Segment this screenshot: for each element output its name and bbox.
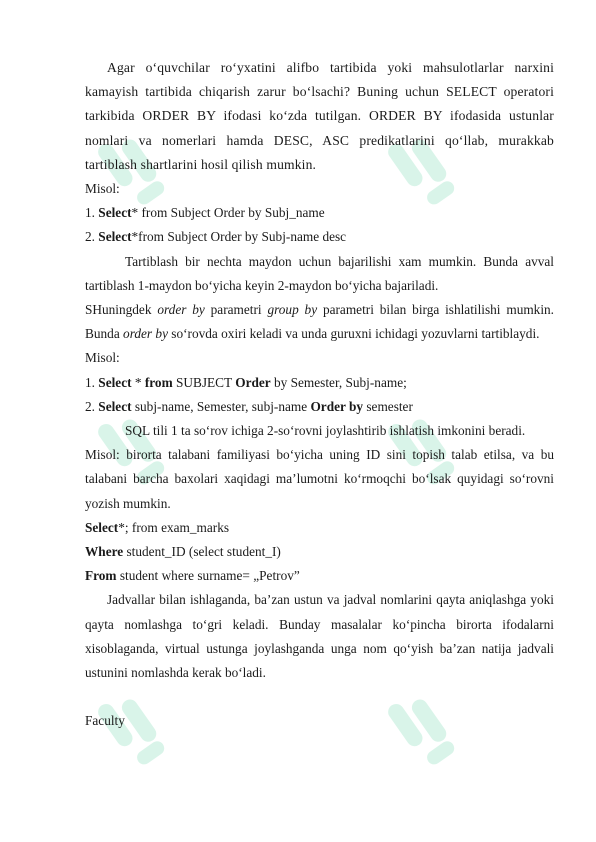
sql-text: student where surname= „Petrov” <box>116 568 300 584</box>
italic-term: order by <box>123 326 168 342</box>
sql-text: student_ID (select student_I) <box>123 544 281 560</box>
example-line-4 <box>85 395 554 419</box>
paragraph-subquery: SQL tili 1 ta so‘rov ichiga 2-so‘rovni joylashtirib ishlatish imkonini beradi. <box>125 423 526 439</box>
example-line-2 <box>85 225 554 249</box>
paragraph-aliases: Jadvallar bilan ishlaganda, ba’zan ustun va jadval nomlarini qayta aniqlashga yoki qayta nomlashga to‘gri keladi. Bunday masalalar ko‘pincha birorta ifodalarni xisoblaganda, virtual ustunga joylashganda unga nom qo‘yish ba’zan natija jadvali ustunini nomlashda kerak bo‘ladi. <box>85 592 554 681</box>
list-number: 2. <box>85 398 99 414</box>
document-body <box>85 56 554 733</box>
list-number: 2. <box>85 229 99 245</box>
sql-text: *; from exam_marks <box>118 519 230 535</box>
example-line-3 <box>85 371 554 395</box>
sql-keyword: Select <box>98 229 132 245</box>
paragraph-subquery-example: Misol: birorta talabani familiyasi bo‘yicha uning ID sini topish talab etilsa, va bu talabani barcha baxolari xaqidagi ma’lumotni ko‘rmoqchi bo‘lsak quyidagi so‘rovni yozish mumkin. <box>85 447 554 511</box>
sql-text: by Semester, Subj-name; <box>270 374 407 390</box>
sql-text: * <box>131 374 145 390</box>
sql-keyword: Select <box>98 205 132 221</box>
query-line-3 <box>85 564 554 588</box>
sql-text: *from Subject Order by Subj-name desc <box>131 229 347 245</box>
sql-keyword: Where <box>85 544 124 560</box>
sql-keyword: Select <box>98 374 132 390</box>
list-number: 1. <box>85 374 99 390</box>
sql-text: subj-name, Semester, subj-name <box>131 398 311 414</box>
spacer <box>85 685 554 709</box>
paragraph-group-by <box>85 298 554 346</box>
sql-text: semester <box>363 398 413 414</box>
example-heading: Misol: <box>85 181 120 197</box>
italic-term: order by <box>157 302 205 318</box>
sql-keyword: Select <box>85 519 119 535</box>
sql-keyword: from <box>144 374 173 390</box>
query-line-1 <box>85 516 554 540</box>
sql-keyword: Select <box>98 398 132 414</box>
text-run: SHuningdek <box>85 302 158 318</box>
example-line-1 <box>85 201 554 225</box>
text-run: so‘rovda oxiri keladi va unda guruxni ichidagi yozuvlarni tartiblaydi. <box>167 326 540 342</box>
italic-term: group by <box>267 302 318 318</box>
sql-text: * from Subject Order by Subj_name <box>131 205 325 221</box>
paragraph-order-by-intro: Agar o‘quvchilar ro‘yxatini alifbo tartibida yoki mahsulotlarlar narxini kamayish tartibida chiqarish zarur bo‘lsachi? Buning uchun SELECT operatori tarkibida ORDER BY ifodasi ko‘zda tutilgan. ORDER BY ifodasida ustunlar nomlari va nomerlari hamda DESC, ASC predikatlarini qo‘llab, murakkab tartiblash shartlarini hosil qilish mumkin. <box>85 60 554 172</box>
sql-text: SUBJECT <box>172 374 236 390</box>
text-run: parametri bilan birga ishlatilishi mumkin. Bunda <box>85 302 554 342</box>
example-heading: Misol: <box>85 350 120 366</box>
text-run: parametri <box>204 302 268 318</box>
section-label-faculty: Faculty <box>85 713 125 729</box>
paragraph-multi-field-sort: Tartiblash bir nechta maydon uchun bajarilishi xam mumkin. Bunda avval tartiblash 1-maydon bo‘yicha keyin 2-maydon bo‘yicha bajariladi. <box>85 253 554 293</box>
sql-keyword: Order <box>235 374 271 390</box>
sql-keyword: From <box>85 568 117 584</box>
list-number: 1. <box>85 205 99 221</box>
sql-keyword: Order by <box>310 398 364 414</box>
query-line-2 <box>85 540 554 564</box>
